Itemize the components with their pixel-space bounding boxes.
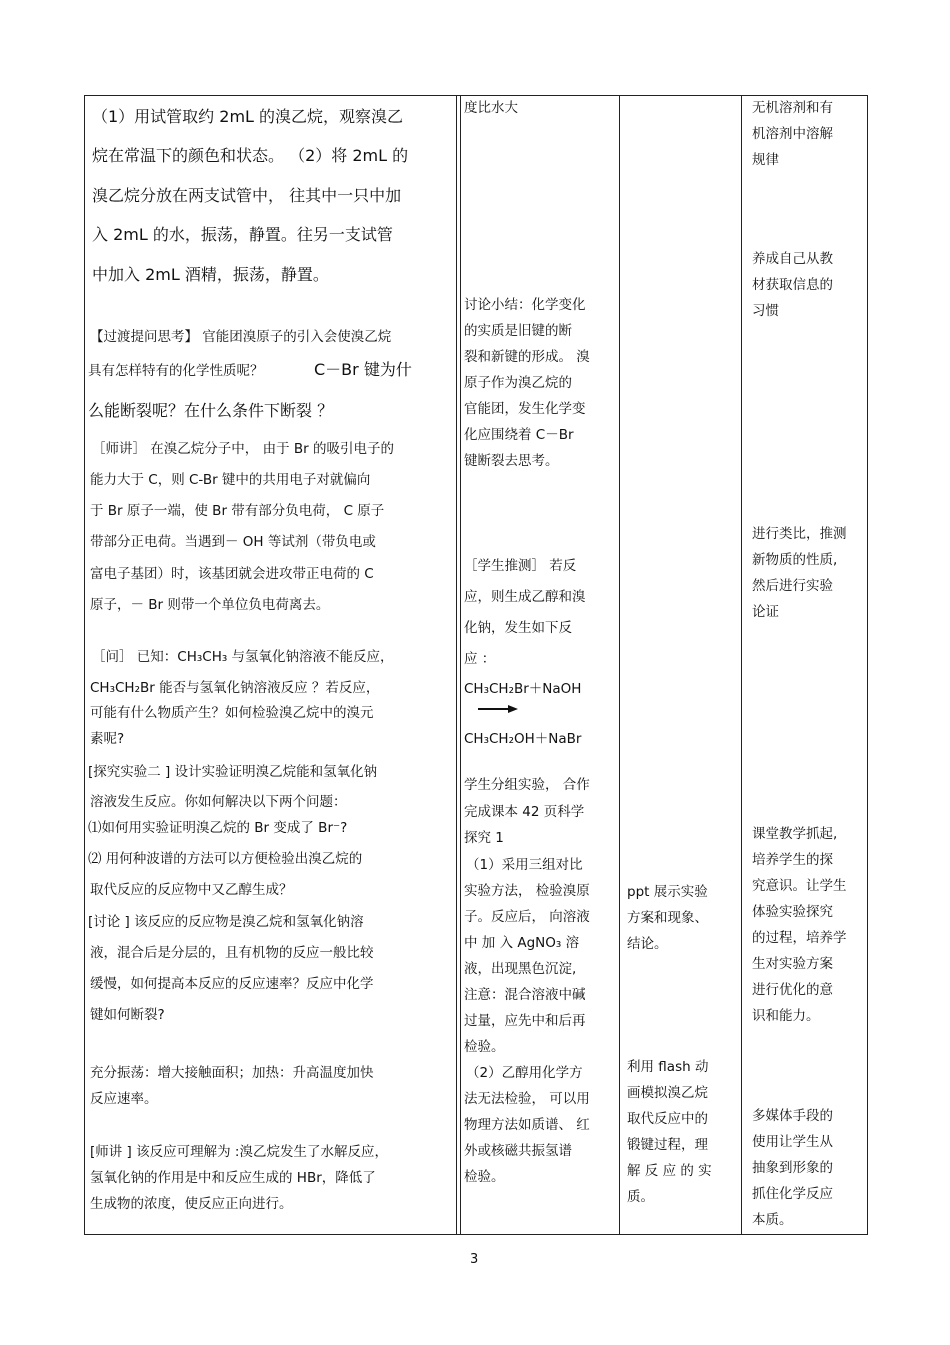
text-line: 材获取信息的 [752, 277, 833, 293]
text-line: 【过渡提问思考】 官能团溴原子的引入会使溴乙烷 [90, 329, 392, 345]
text-line: 缓慢，如何提高本反应的反应速率？反应中化学 [90, 976, 374, 992]
text-line: ⑴如何用实验证明溴乙烷的 Br 变成了 Br⁻? [88, 820, 348, 836]
text-line: 探究 1 [464, 830, 504, 846]
text-line: 生对实验方案 [752, 956, 833, 972]
text-line: 能力大于 C，则 C-Br 键中的共用电子对就偏向 [90, 472, 371, 488]
text-line: 实验方法， 检验溴原 [464, 883, 590, 899]
text-line: 过量，应先中和后再 [464, 1013, 586, 1029]
text-line: 入 2mL 的水，振荡，静置。往另一支试管 [92, 225, 393, 244]
text-line: 法无法检验， 可以用 [464, 1091, 590, 1107]
text-line: 溴乙烷分放在两支试管中， 往其中一只中加 [92, 186, 402, 205]
text-line: 检验。 [464, 1039, 505, 1055]
text-line: 利用 flash 动 [627, 1059, 709, 1075]
text-line: 本质。 [752, 1212, 793, 1228]
text-line: 培养学生的探 [752, 852, 833, 868]
text-line: 取代反应的反应物中又乙醇生成？ [90, 882, 293, 898]
text-line: 应 ： [464, 651, 496, 667]
text-line: 进行类比，推测 [752, 526, 847, 542]
text-line: 锻键过程，理 [627, 1137, 708, 1153]
text-line: 取代反应中的 [627, 1111, 708, 1127]
text-line: 究意识。让学生 [752, 878, 847, 894]
text-line: （1）用试管取约 2mL 的溴乙烷，观察溴乙 [92, 107, 404, 126]
reaction-arrow-icon [478, 704, 518, 714]
text-line: 原子，－ Br 则带一个单位负电荷离去。 [90, 597, 330, 613]
text-line: 素呢? [90, 731, 125, 747]
text-line: 充分振荡：增大接触面积；加热：升高温度加快 [90, 1065, 374, 1081]
text-line: 化钠，发生如下反 [464, 620, 572, 636]
text-line: 键断裂去思考。 [464, 453, 559, 469]
text-line: 机溶剂中溶解 [752, 126, 833, 142]
text-line: 抽象到形象的 [752, 1160, 833, 1176]
text-line: 养成自己从教 [752, 251, 833, 267]
text-line: 于 Br 原子一端，使 Br 带有部分负电荷， C 原子 [90, 503, 385, 519]
text-line: 液，出现黑色沉淀, [464, 961, 577, 977]
text-line: 的过程，培养学 [752, 930, 847, 946]
text-line: （2）乙醇用化学方 [466, 1065, 583, 1081]
text-line: 的实质是旧键的断 [464, 323, 572, 339]
text-line: 讨论小结：化学变化 [464, 297, 586, 313]
text-line: 方案和现象、 [627, 910, 708, 926]
text-line: 然后进行实验 [752, 578, 833, 594]
text-line: 完成课本 42 页科学 [464, 804, 585, 820]
text-line: 解 反 应 的 实 [627, 1163, 712, 1179]
text-line: 氢氧化钠的作用是中和反应生成的 HBr，降低了 [90, 1170, 376, 1186]
text-line: ［师讲］ 在溴乙烷分子中， 由于 Br 的吸引电子的 [92, 441, 394, 457]
text-line: ppt 展示实验 [627, 884, 708, 900]
text-line: 无机溶剂和有 [752, 100, 833, 116]
text-line: 富电子基团）时，该基团就会进攻带正电荷的 C [90, 566, 374, 582]
text-line: 习惯 [752, 303, 779, 319]
text-line: ⑵ 用何种波谱的方法可以方便检验出溴乙烷的 [88, 851, 363, 867]
text-line: 化应围绕着 C－Br [464, 427, 574, 443]
text-line: 液，混合后是分层的，且有机物的反应一般比较 [90, 945, 374, 961]
column-divider [456, 96, 461, 1234]
text-line: 学生分组实验， 合作 [464, 777, 590, 793]
text-line: 中加入 2mL 酒精，振荡，静置。 [92, 265, 329, 284]
text-line: 体验实验探究 [752, 904, 833, 920]
equation-products: CH₃CH₂OH＋NaBr [464, 731, 582, 747]
text-line: 新物质的性质, [752, 552, 838, 568]
text-line: 键如何断裂? [90, 1007, 165, 1023]
text-line: 可能有什么物质产生？如何检验溴乙烷中的溴元 [90, 705, 374, 721]
equation-reactants: CH₃CH₂Br＋NaOH [464, 681, 582, 697]
text-line: 应，则生成乙醇和溴 [464, 589, 586, 605]
text-line: C－Br 键为什 [314, 360, 412, 379]
text-line: [师讲 ] 该反应可理解为 :溴乙烷发生了水解反应， [90, 1144, 388, 1160]
text-line: 官能团，发生化学变 [464, 401, 586, 417]
text-line: 原子作为溴乙烷的 [464, 375, 572, 391]
text-line: （1）采用三组对比 [466, 857, 583, 873]
text-line: 带部分正电荷。当遇到－ OH 等试剂（带负电或 [90, 534, 376, 550]
text-line: 烷在常温下的颜色和状态。 （2）将 2mL 的 [92, 146, 409, 165]
text-line: 中 加 入 AgNO₃ 溶 [464, 935, 580, 951]
text-line: ［学生推测］ 若反 [464, 558, 577, 574]
text-line: 规律 [752, 152, 779, 168]
text-line: 注意：混合溶液中碱 [464, 987, 586, 1003]
text-line: 论证 [752, 604, 779, 620]
text-line: 多媒体手段的 [752, 1108, 833, 1124]
text-line: 度比水大 [464, 100, 518, 116]
text-line: 使用让学生从 [752, 1134, 833, 1150]
text-line: 进行优化的意 [752, 982, 833, 998]
text-line: 么能断裂呢？在什么条件下断裂 ？ [88, 401, 334, 420]
page-number: 3 [470, 1252, 479, 1267]
text-line: [讨论 ] 该反应的反应物是溴乙烷和氢氧化钠溶 [88, 914, 364, 930]
text-line: 具有怎样特有的化学性质呢？ [88, 363, 264, 379]
text-line: 生成物的浓度，使反应正向进行。 [90, 1196, 293, 1212]
text-line: 溶液发生反应。你如何解决以下两个问题： [90, 794, 347, 810]
text-line: 检验。 [464, 1169, 505, 1185]
text-line: 画模拟溴乙烷 [627, 1085, 708, 1101]
text-line: 课堂教学抓起, [752, 826, 838, 842]
text-line: 外或核磁共振氢谱 [464, 1143, 572, 1159]
text-line: [探究实验二 ] 设计实验证明溴乙烷能和氢氧化钠 [88, 764, 378, 780]
column-divider [619, 96, 620, 1234]
text-line: 裂和新键的形成。 溴 [464, 349, 590, 365]
column-divider [741, 96, 742, 1234]
text-line: 质。 [627, 1189, 654, 1205]
text-line: CH₃CH₂Br 能否与氢氧化钠溶液反应 ？若反应， [90, 680, 380, 696]
text-line: 物理方法如质谱、 红 [464, 1117, 590, 1133]
text-line: 反应速率。 [90, 1091, 158, 1107]
text-line: 结论。 [627, 936, 668, 952]
text-line: 抓住化学反应 [752, 1186, 833, 1202]
text-line: ［问］ 已知：CH₃CH₃ 与氢氧化钠溶液不能反应， [92, 649, 394, 665]
text-line: 子。反应后， 向溶液 [464, 909, 590, 925]
text-line: 识和能力。 [752, 1008, 820, 1024]
